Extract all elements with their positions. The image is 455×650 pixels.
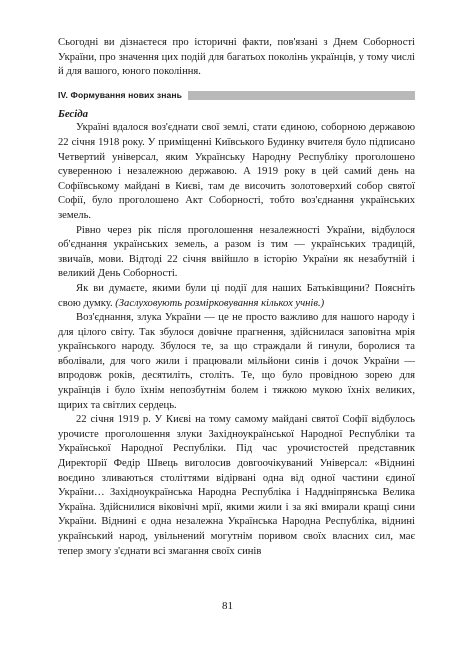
paragraph-4: Воз'єднання, злука України — це не просто важливо для нашого народу і для цілого світу. Так збулося довічне прагнення, здійснилася заповітна мрія українського народу. Збулося те, за що страждали й гинули, боролися та вболівали, для чого жили і працювали мільйони синів і дочок України — впродовж років, десятиліть, століть. Те, що було провідною зорею для українців і було їхнім непозбутнім болем і тяжкою мукою їхніх великих, щирих та світлих сердець.: [58, 312, 415, 411]
paragraph-1: Україні вдалося воз'єднати свої землі, стати єдиною, соборною державою 22 січня 1918 року. У приміщенні Київського Будинку вчителя було підписано Четвертий універсал, яким Українську Народну Республіку проголошено суверенною і незалежною державою. А 1919 року в цей самий день на Софіївському майдані в Києві, там де височить золотоверхий собор святої Софії, було проголошено Акт Соборності, тобто воз'єднання українських земель.: [58, 122, 415, 221]
paragraph-2: Рівно через рік після проголошення незалежності України, відбулося об'єднання українських земель, а разом із тим — українських традицій, звичаїв, мови. Відтоді 22 січня ввійшло в історію України як незабутній і великий День Соборності.: [58, 224, 415, 280]
page-number: 81: [222, 600, 233, 612]
section-divider-bar: [188, 91, 415, 100]
teacher-note: (Заслуховують розмірковування кількох учнів.): [115, 297, 325, 309]
paragraph-5: 22 січня 1919 р. У Києві на тому самому майдані святої Софії відбулось урочисте проголошення злуки Західноукраїнської Народної Республіки та Української Народної Республіки. Під час урочистостей представник Директорії Федір Швець виголосив довгоочікуваний Універсал: «Віднині воєдино зливаються століттями відірвані одна від одної частини єдиної України… Західноукраїнська Народна Республіка і Наддніпрянська Велика Україна. Здійснилися віковічні мрії, якими жили і за які вмирали кращі сини України. Віднині є одна незалежна Українська Народна Республіка, віднині український народ, увільнений могутнім поривом своїх власних сил, має тепер змогу з'єднати всі змагання своїх синів: [58, 414, 415, 557]
section-header: [58, 90, 415, 101]
intro-paragraph: Сьогодні ви дізнаєтеся про історичні факти, пов'язані з Днем Соборності України, про значення цих подій для багатьох поколінь українців, у тому числі й для вашого, юного покоління.: [58, 37, 415, 78]
textbook-page: [58, 36, 415, 559]
subheading-conversation: Бесіда: [58, 107, 89, 120]
paragraph-3: [58, 282, 415, 311]
section-title: IV. Формування нових знань: [58, 90, 183, 101]
paragraph-3-text: Як ви думаєте, якими були ці події для наших Батьківщини? Поясніть свою думку.: [58, 282, 415, 309]
